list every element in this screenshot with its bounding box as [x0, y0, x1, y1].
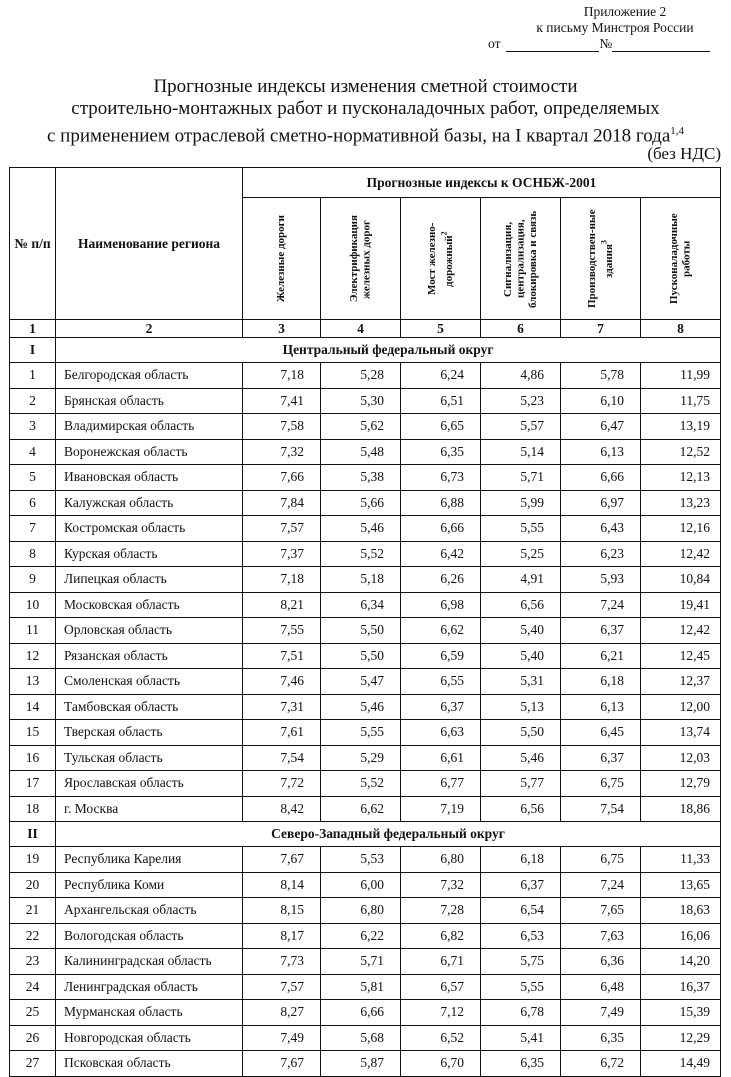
table-row — [10, 1025, 721, 1051]
index-value: 5,81 — [321, 974, 401, 1000]
index-value: 6,56 — [481, 592, 561, 618]
index-value: 5,50 — [321, 643, 401, 669]
column-number: 4 — [321, 320, 401, 338]
table-row — [10, 465, 721, 491]
table-row — [10, 592, 721, 618]
index-value: 5,71 — [321, 949, 401, 975]
index-value: 5,52 — [321, 771, 401, 797]
index-value: 5,38 — [321, 465, 401, 491]
index-value: 6,37 — [561, 745, 641, 771]
index-value: 7,24 — [561, 872, 641, 898]
index-value: 10,84 — [641, 567, 721, 593]
index-value: 6,72 — [561, 1051, 641, 1077]
index-value: 6,80 — [401, 847, 481, 873]
index-value: 6,54 — [481, 898, 561, 924]
row-number: 7 — [10, 516, 56, 542]
header-col-label — [348, 200, 373, 318]
region-name: Тульская область — [56, 745, 243, 771]
column-number: 8 — [641, 320, 721, 338]
index-value: 6,45 — [561, 720, 641, 746]
header-col-text: Сигнализация, централизация, блокировка и связь — [501, 209, 539, 308]
region-name: Ленинградская область — [56, 974, 243, 1000]
index-table — [9, 167, 721, 1077]
index-value: 13,65 — [641, 872, 721, 898]
index-value: 5,53 — [321, 847, 401, 873]
index-value: 13,19 — [641, 414, 721, 440]
row-number: 11 — [10, 618, 56, 644]
index-value: 5,30 — [321, 388, 401, 414]
region-name: Псковская область — [56, 1051, 243, 1077]
index-value: 7,32 — [401, 872, 481, 898]
index-value: 6,62 — [401, 618, 481, 644]
row-number: 5 — [10, 465, 56, 491]
table-row — [10, 516, 721, 542]
index-value: 6,34 — [321, 592, 401, 618]
index-value: 7,32 — [243, 439, 321, 465]
row-number: 6 — [10, 490, 56, 516]
index-value: 13,74 — [641, 720, 721, 746]
index-value: 5,52 — [321, 541, 401, 567]
index-value: 5,50 — [481, 720, 561, 746]
table-row — [10, 796, 721, 822]
index-value: 5,75 — [481, 949, 561, 975]
index-value: 6,66 — [401, 516, 481, 542]
index-value: 7,58 — [243, 414, 321, 440]
index-value: 6,70 — [401, 1051, 481, 1077]
index-value: 5,14 — [481, 439, 561, 465]
table-row — [10, 720, 721, 746]
index-value: 6,18 — [481, 847, 561, 873]
index-value: 6,22 — [321, 923, 401, 949]
index-value: 12,42 — [641, 618, 721, 644]
region-name: Калужская область — [56, 490, 243, 516]
table-row — [10, 949, 721, 975]
title-footnote-mark: 1,4 — [670, 125, 685, 137]
region-name: Тверская область — [56, 720, 243, 746]
index-value: 6,55 — [401, 669, 481, 695]
index-value: 12,52 — [641, 439, 721, 465]
header-col-8 — [641, 198, 721, 320]
region-name: Орловская область — [56, 618, 243, 644]
region-name: Ивановская область — [56, 465, 243, 491]
region-name: Архангельская область — [56, 898, 243, 924]
index-value: 6,23 — [561, 541, 641, 567]
title-line-3 — [0, 120, 731, 147]
index-value: 14,49 — [641, 1051, 721, 1077]
row-number: 2 — [10, 388, 56, 414]
index-value: 7,72 — [243, 771, 321, 797]
index-value: 12,79 — [641, 771, 721, 797]
index-value: 7,67 — [243, 847, 321, 873]
index-value: 5,93 — [561, 567, 641, 593]
header-col-text: Мост железно-дорожный — [425, 222, 455, 295]
table-row — [10, 618, 721, 644]
index-value: 6,10 — [561, 388, 641, 414]
index-value: 6,13 — [561, 439, 641, 465]
row-number: 19 — [10, 847, 56, 873]
index-value: 6,88 — [401, 490, 481, 516]
index-value: 7,54 — [243, 745, 321, 771]
region-name: Белгородская область — [56, 363, 243, 389]
index-value: 5,55 — [321, 720, 401, 746]
column-number: 5 — [401, 320, 481, 338]
table-row — [10, 1000, 721, 1026]
index-value: 6,43 — [561, 516, 641, 542]
index-value: 7,51 — [243, 643, 321, 669]
column-number: 7 — [561, 320, 641, 338]
region-name: Тамбовская область — [56, 694, 243, 720]
index-value: 6,98 — [401, 592, 481, 618]
index-value: 5,29 — [321, 745, 401, 771]
section-row — [10, 338, 721, 363]
index-value: 7,31 — [243, 694, 321, 720]
index-value: 5,78 — [561, 363, 641, 389]
index-value: 6,59 — [401, 643, 481, 669]
index-value: 7,37 — [243, 541, 321, 567]
header-col-footnote: 2 — [439, 230, 449, 235]
index-value: 18,63 — [641, 898, 721, 924]
index-value: 6,52 — [401, 1025, 481, 1051]
region-name: Московская область — [56, 592, 243, 618]
table-row — [10, 669, 721, 695]
index-value: 7,18 — [243, 567, 321, 593]
index-value: 5,31 — [481, 669, 561, 695]
row-number: 15 — [10, 720, 56, 746]
row-number: 20 — [10, 872, 56, 898]
region-name: Воронежская область — [56, 439, 243, 465]
index-value: 6,35 — [401, 439, 481, 465]
table-row — [10, 694, 721, 720]
index-value: 4,91 — [481, 567, 561, 593]
appendix-title: Приложение 2 — [583, 4, 667, 19]
index-value: 6,56 — [481, 796, 561, 822]
index-value: 6,75 — [561, 771, 641, 797]
vat-note: (без НДС) — [647, 144, 721, 163]
index-value: 5,66 — [321, 490, 401, 516]
index-value: 8,21 — [243, 592, 321, 618]
header-col-text: Пусконаладочные работы — [668, 213, 693, 304]
section-row — [10, 822, 721, 847]
row-number: 12 — [10, 643, 56, 669]
index-value: 6,13 — [561, 694, 641, 720]
row-number: 24 — [10, 974, 56, 1000]
index-value: 6,21 — [561, 643, 641, 669]
index-value: 6,80 — [321, 898, 401, 924]
region-name: Новгородская область — [56, 1025, 243, 1051]
index-value: 5,28 — [321, 363, 401, 389]
index-value: 7,57 — [243, 974, 321, 1000]
table-row — [10, 923, 721, 949]
index-value: 6,78 — [481, 1000, 561, 1026]
region-name: г. Москва — [56, 796, 243, 822]
index-value: 6,63 — [401, 720, 481, 746]
table-row — [10, 439, 721, 465]
index-value: 7,63 — [561, 923, 641, 949]
header-col-3 — [243, 198, 321, 320]
index-value: 19,41 — [641, 592, 721, 618]
index-value: 5,57 — [481, 414, 561, 440]
row-number: 1 — [10, 363, 56, 389]
section-number: II — [10, 822, 56, 847]
index-value: 7,67 — [243, 1051, 321, 1077]
row-number: 9 — [10, 567, 56, 593]
index-value: 6,97 — [561, 490, 641, 516]
index-value: 11,33 — [641, 847, 721, 873]
table-row — [10, 643, 721, 669]
index-value: 5,41 — [481, 1025, 561, 1051]
header-col-label — [668, 200, 693, 318]
index-value: 5,40 — [481, 643, 561, 669]
index-value: 18,86 — [641, 796, 721, 822]
index-value: 7,49 — [243, 1025, 321, 1051]
table-row — [10, 567, 721, 593]
index-value: 7,65 — [561, 898, 641, 924]
title-line-3-text: с применением отраслевой сметно-нормативной базы, на I квартал 2018 года — [46, 125, 671, 147]
index-value: 12,00 — [641, 694, 721, 720]
index-value: 5,55 — [481, 974, 561, 1000]
index-value: 6,37 — [561, 618, 641, 644]
row-number: 22 — [10, 923, 56, 949]
row-number: 23 — [10, 949, 56, 975]
index-value: 5,87 — [321, 1051, 401, 1077]
index-value: 6,65 — [401, 414, 481, 440]
index-value: 12,42 — [641, 541, 721, 567]
header-region-name: Наименование региона — [56, 168, 243, 320]
index-value: 7,55 — [243, 618, 321, 644]
section-name: Центральный федеральный округ — [56, 338, 721, 363]
index-value: 6,66 — [321, 1000, 401, 1026]
header-num: № п/п — [10, 168, 56, 320]
section-name: Северо-Западный федеральный округ — [56, 822, 721, 847]
row-number: 18 — [10, 796, 56, 822]
row-number: 3 — [10, 414, 56, 440]
region-name: Ярославская область — [56, 771, 243, 797]
index-value: 6,35 — [561, 1025, 641, 1051]
index-value: 5,50 — [321, 618, 401, 644]
index-value: 7,66 — [243, 465, 321, 491]
index-value: 5,77 — [481, 771, 561, 797]
index-value: 7,12 — [401, 1000, 481, 1026]
index-value: 6,51 — [401, 388, 481, 414]
title-line-2: строительно-монтажных работ и пусконаладочных работ, определяемых — [71, 98, 660, 119]
row-number: 16 — [10, 745, 56, 771]
index-value: 6,37 — [481, 872, 561, 898]
index-value: 7,24 — [561, 592, 641, 618]
index-value: 5,48 — [321, 439, 401, 465]
number-label: № — [599, 36, 613, 51]
index-value: 7,73 — [243, 949, 321, 975]
index-value: 12,29 — [641, 1025, 721, 1051]
index-value: 7,61 — [243, 720, 321, 746]
row-number: 14 — [10, 694, 56, 720]
index-value: 6,47 — [561, 414, 641, 440]
appendix-header — [480, 4, 710, 52]
row-number: 17 — [10, 771, 56, 797]
column-number: 6 — [481, 320, 561, 338]
index-value: 12,45 — [641, 643, 721, 669]
index-value: 6,48 — [561, 974, 641, 1000]
table-row — [10, 847, 721, 873]
index-value: 7,46 — [243, 669, 321, 695]
index-value: 6,36 — [561, 949, 641, 975]
header-col-text: Электрификация железных дорог — [348, 215, 373, 302]
column-number: 2 — [56, 320, 243, 338]
index-value: 5,46 — [481, 745, 561, 771]
index-value: 5,99 — [481, 490, 561, 516]
index-value: 14,20 — [641, 949, 721, 975]
index-value: 11,75 — [641, 388, 721, 414]
table-row — [10, 745, 721, 771]
index-value: 6,24 — [401, 363, 481, 389]
region-name: Смоленская область — [56, 669, 243, 695]
index-value: 6,77 — [401, 771, 481, 797]
index-value: 5,46 — [321, 694, 401, 720]
index-value: 5,68 — [321, 1025, 401, 1051]
index-value: 7,19 — [401, 796, 481, 822]
index-value: 5,18 — [321, 567, 401, 593]
index-value: 12,16 — [641, 516, 721, 542]
index-value: 6,82 — [401, 923, 481, 949]
row-number: 4 — [10, 439, 56, 465]
index-value: 7,18 — [243, 363, 321, 389]
table-row — [10, 872, 721, 898]
index-value: 8,27 — [243, 1000, 321, 1026]
region-name: Рязанская область — [56, 643, 243, 669]
region-name: Республика Коми — [56, 872, 243, 898]
header-col-4 — [321, 198, 401, 320]
index-value: 16,06 — [641, 923, 721, 949]
header-col-5 — [401, 198, 481, 320]
region-name: Курская область — [56, 541, 243, 567]
index-value: 6,35 — [481, 1051, 561, 1077]
region-name: Брянская область — [56, 388, 243, 414]
table-row — [10, 363, 721, 389]
index-value: 5,62 — [321, 414, 401, 440]
table-row — [10, 541, 721, 567]
index-value: 6,18 — [561, 669, 641, 695]
index-value: 6,61 — [401, 745, 481, 771]
index-value: 5,13 — [481, 694, 561, 720]
table-row — [10, 898, 721, 924]
index-value: 7,57 — [243, 516, 321, 542]
index-value: 6,00 — [321, 872, 401, 898]
row-number: 13 — [10, 669, 56, 695]
index-value: 5,71 — [481, 465, 561, 491]
title-line-1: Прогнозные индексы изменения сметной стоимости — [153, 76, 578, 97]
index-value: 5,46 — [321, 516, 401, 542]
region-name: Мурманская область — [56, 1000, 243, 1026]
date-blank — [506, 37, 599, 52]
header-group: Прогнозные индексы к ОСНБЖ-2001 — [243, 168, 721, 198]
index-value: 6,26 — [401, 567, 481, 593]
table-row — [10, 771, 721, 797]
index-value: 5,55 — [481, 516, 561, 542]
index-value: 12,13 — [641, 465, 721, 491]
region-name: Калининградская область — [56, 949, 243, 975]
appendix-date-number-line — [488, 36, 710, 52]
index-value: 4,86 — [481, 363, 561, 389]
index-value: 6,53 — [481, 923, 561, 949]
table-row — [10, 974, 721, 1000]
appendix-letter-ref: к письму Минстроя России — [536, 20, 694, 35]
table-row — [10, 1051, 721, 1077]
region-name: Республика Карелия — [56, 847, 243, 873]
index-value: 15,39 — [641, 1000, 721, 1026]
index-value: 6,66 — [561, 465, 641, 491]
index-value: 13,23 — [641, 490, 721, 516]
row-number: 25 — [10, 1000, 56, 1026]
header-col-label — [426, 200, 456, 318]
index-value: 6,71 — [401, 949, 481, 975]
index-value: 8,15 — [243, 898, 321, 924]
region-name: Липецкая область — [56, 567, 243, 593]
index-value: 8,14 — [243, 872, 321, 898]
header-col-label — [586, 200, 616, 318]
row-number: 27 — [10, 1051, 56, 1077]
index-value: 7,84 — [243, 490, 321, 516]
number-blank — [612, 37, 710, 52]
header-col-6 — [481, 198, 561, 320]
column-number: 1 — [10, 320, 56, 338]
index-value: 6,62 — [321, 796, 401, 822]
header-col-7 — [561, 198, 641, 320]
header-col-label — [275, 215, 288, 302]
index-value: 6,42 — [401, 541, 481, 567]
row-number: 8 — [10, 541, 56, 567]
header-col-text: Производствен-ные здания — [585, 209, 615, 308]
header-col-text: Железные дороги — [275, 214, 288, 303]
index-value: 6,75 — [561, 847, 641, 873]
table-row — [10, 414, 721, 440]
header-col-label — [502, 200, 540, 318]
row-number: 26 — [10, 1025, 56, 1051]
index-value: 12,03 — [641, 745, 721, 771]
index-value: 12,37 — [641, 669, 721, 695]
header-col-footnote: 3 — [599, 239, 609, 244]
document-title — [0, 76, 731, 147]
index-value: 5,23 — [481, 388, 561, 414]
index-value: 6,73 — [401, 465, 481, 491]
index-value: 7,28 — [401, 898, 481, 924]
from-label: от — [488, 36, 501, 51]
index-value: 5,40 — [481, 618, 561, 644]
index-value: 5,47 — [321, 669, 401, 695]
region-name: Костромская область — [56, 516, 243, 542]
region-name: Вологодская область — [56, 923, 243, 949]
region-name: Владимирская область — [56, 414, 243, 440]
index-value: 7,54 — [561, 796, 641, 822]
column-number: 3 — [243, 320, 321, 338]
index-value: 11,99 — [641, 363, 721, 389]
index-value: 5,25 — [481, 541, 561, 567]
index-value: 8,42 — [243, 796, 321, 822]
section-number: I — [10, 338, 56, 363]
index-value: 6,57 — [401, 974, 481, 1000]
table-row — [10, 388, 721, 414]
index-value: 16,37 — [641, 974, 721, 1000]
index-value: 7,49 — [561, 1000, 641, 1026]
index-value: 7,41 — [243, 388, 321, 414]
table-row — [10, 490, 721, 516]
index-value: 6,37 — [401, 694, 481, 720]
row-number: 10 — [10, 592, 56, 618]
index-value: 8,17 — [243, 923, 321, 949]
row-number: 21 — [10, 898, 56, 924]
